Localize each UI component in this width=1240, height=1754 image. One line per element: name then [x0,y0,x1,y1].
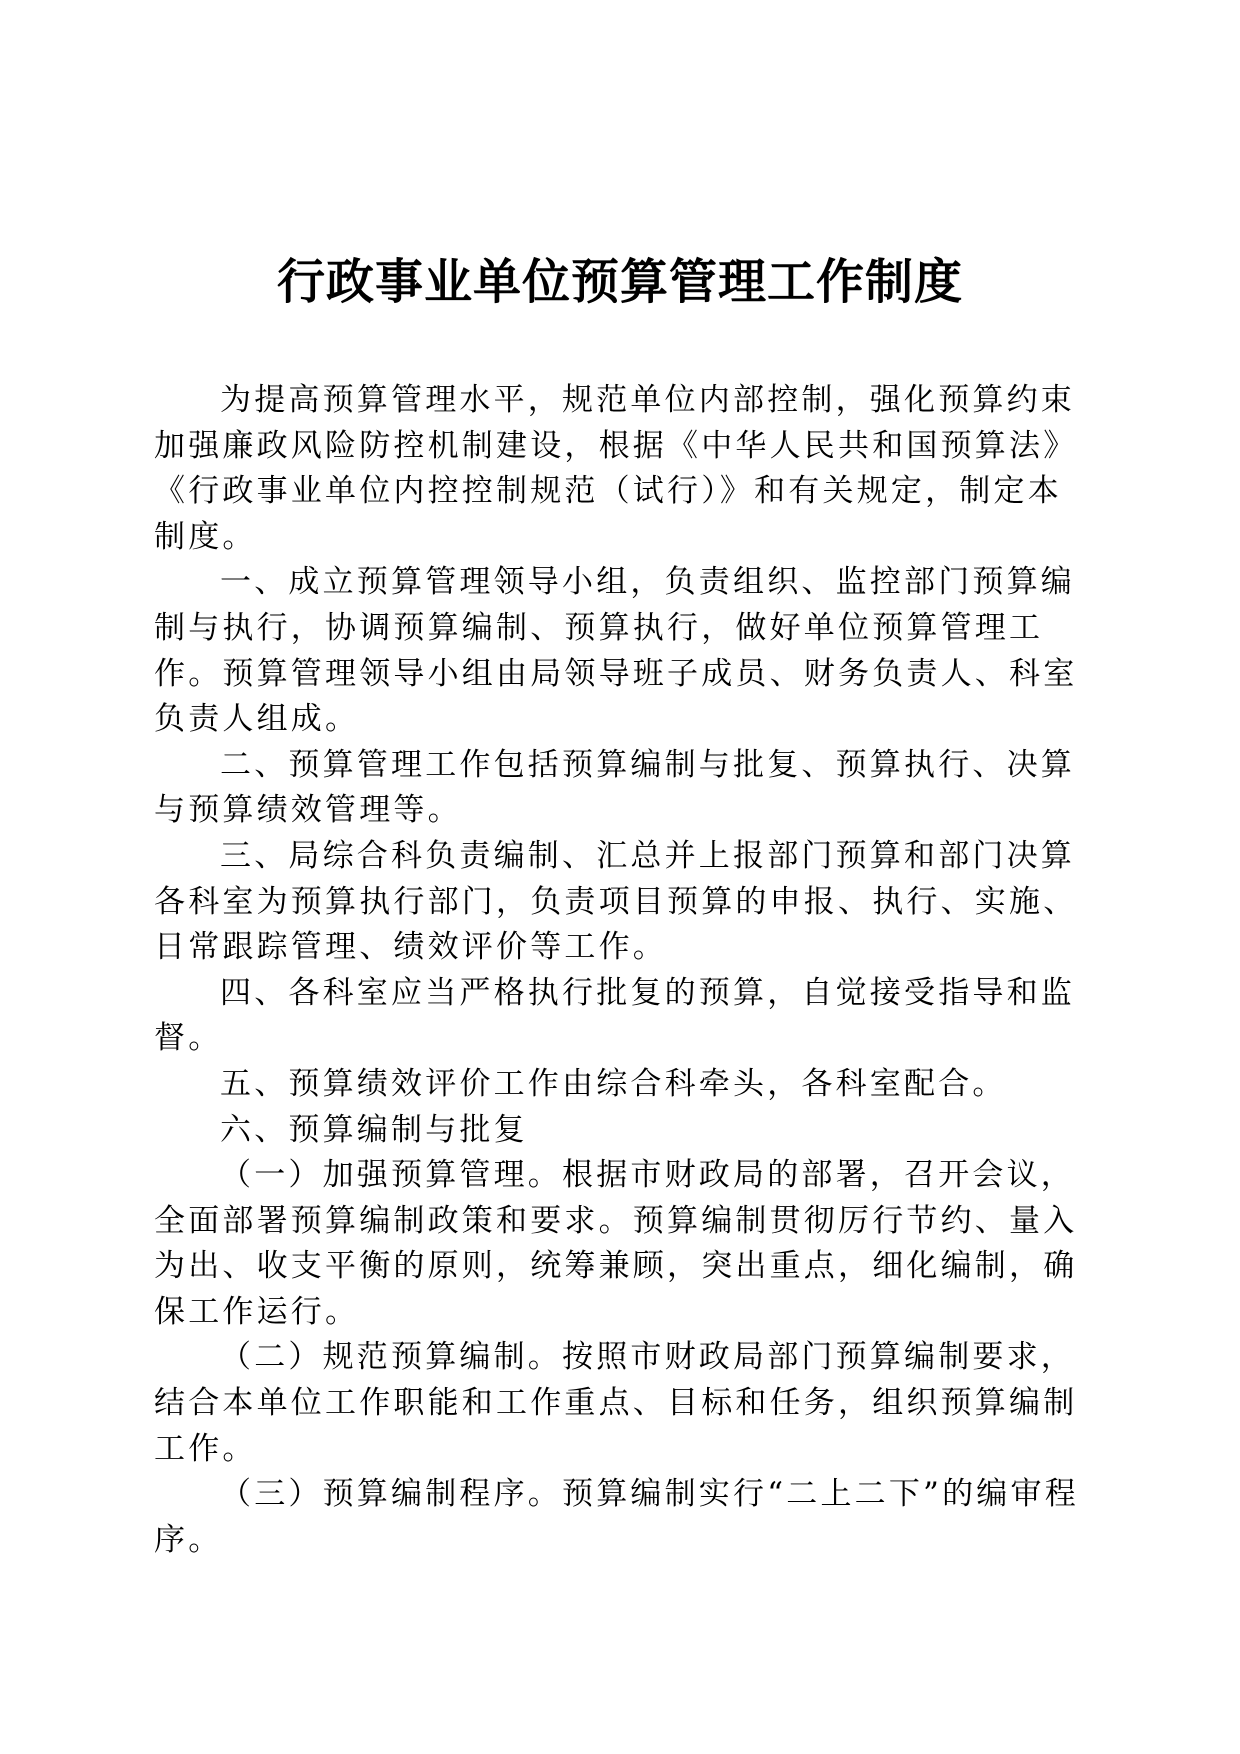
paragraph-subitem-3: （三）预算编制程序。预算编制实行“二上二下”的编审程序。 [154,1476,1079,1558]
paragraph-subitem-1: （一）加强预算管理。根据市财政局的部署，召开会议，全面部署预算编制政策和要求。预算编制贯彻厉行节约、量入为出、收支平衡的原则，统筹兼顾，突出重点，细化编制，确保工作运行。 [154,1157,1078,1330]
paragraph-item-2: 二、预算管理工作包括预算编制与批复、预算执行、决算与预算绩效管理等。 [154,746,1075,829]
document-body [154,378,1084,1563]
paragraph-item-3: 三、局综合科负责编制、汇总并上报部门预算和部门决算各科室为预算执行部门，负责项目预算的申报、执行、实施、日常跟踪管理、绩效评价等工作。 [154,837,1078,966]
paragraph-item-6-heading: 六、预算编制与批复 [220,1111,528,1148]
paragraph-item-1: 一、成立预算管理领导小组，负责组织、监控部门预算编制与执行，协调预算编制、预算执行，做好单位预算管理工作。预算管理领导小组由局领导班子成员、财务负责人、科室负责人组成。 [154,564,1078,738]
document-title: 行政事业单位预算管理工作制度 [276,254,963,310]
paragraph-subitem-2: （二）规范预算编制。按照市财政局部门预算编制要求，结合本单位工作职能和工作重点、目标和任务，组织预算编制工作。 [154,1339,1078,1467]
paragraph-preamble: 为提高预算管理水平，规范单位内部控制，强化预算约束加强廉政风险防控机制建设，根据《中华人民共和国预算法》《行政事业单位内控控制规范（试行）》和有关规定，制定本制度。 [154,382,1078,555]
paragraph-item-5: 五、预算绩效评价工作由综合科牵头，各科室配合。 [220,1065,1007,1102]
paragraph-item-4: 四、各科室应当严格执行批复的预算，自觉接受指导和监督。 [154,974,1075,1057]
